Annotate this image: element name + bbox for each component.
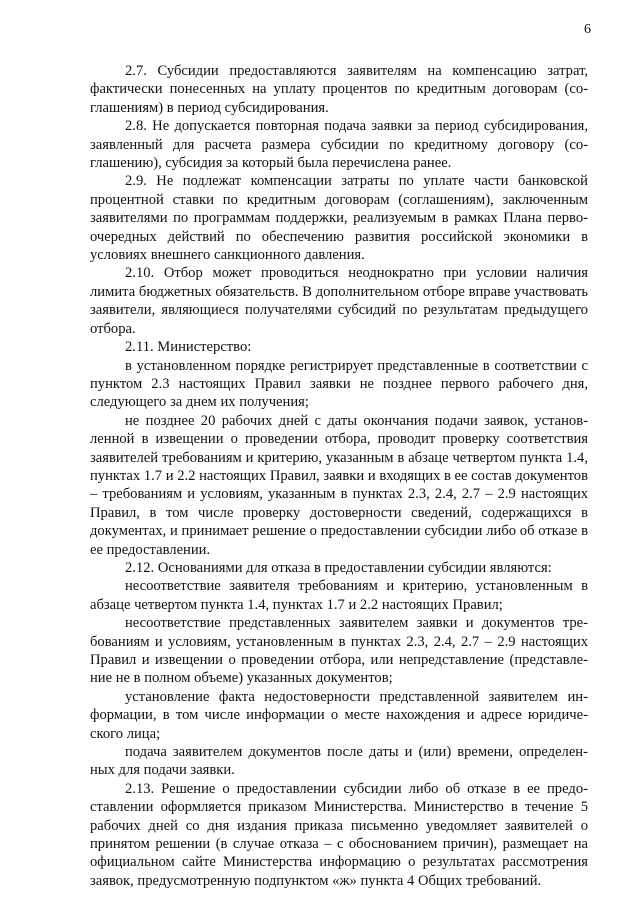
paragraph-2-12-false-information: установление факта недостоверности представленной заявителем информации, в том числе информации о месте нахождения и адресе юридического лица;: [90, 688, 588, 742]
paragraph-2-13: 2.13. Решение о предоставлении субсидии либо об отказе в ее предоставлении оформляется приказом Министерства. Министерство в течение 5 рабочих дней со дня издания приказа письменно уведомляет заявителей о принятом решении (в случае отказа – с обоснованием причин), размещает на официальном сайте Министерства информацию о результатах рассмотрения заявок, предусмотренную подпунктом «ж» пункта 4 Общих требований.: [90, 780, 588, 889]
paragraph-2-12: 2.12. Основаниями для отказа в предоставлении субсидии являются:: [125, 559, 552, 576]
paragraph-2-11-verification: не позднее 20 рабочих дней с даты окончания подачи заявок, установленной в извещении о проведении отбора, проводит проверку соответствия заявителей требованиям и критерию, указанным в абзаце четвертом пункта 1.4, пунктах 1.7 и 2.2 настоящих Правил, заявки и входящих в ее состав документов – требованиям и условиям, указанным в пунктах 2.3, 2.4, 2.7 – 2.9 настоящих Правил, в том числе проверку достоверности сведений, содержащихся в документах, и принимает решение о предоставлении субсидии либо об отказе в ее предоставлении.: [90, 412, 588, 558]
paragraph-2-12-applicant-mismatch: несоответствие заявителя требованиям и критерию, установленным в абзаце четвертом пункта 1.4, пунктах 1.7 и 2.2 настоящих Правил;: [90, 578, 588, 613]
paragraph-2-11: 2.11. Министерство:: [125, 339, 252, 356]
paragraph-2-12-documents-mismatch: несоответствие представленных заявителем заявки и документов требованиям и условиям, установленным в пунктах 2.3, 2.4, 2.7 – 2.9 настоящих Правил и извещении о проведении отбора, или непредставление (представление не в полном объеме) указанных документов;: [90, 615, 588, 687]
paragraph-2-10: 2.10. Отбор может проводиться неоднократно при условии наличия лимита бюджетных обязательств. В дополнительном отборе вправе участвовать заявители, являющиеся получателями субсидий по результатам предыдущего отбора.: [90, 265, 588, 337]
paragraph-2-9: 2.9. Не подлежат компенсации затраты по уплате части банковской процентной ставки по кредитным договорам (соглашениям), заключенным заявителями по программам поддержки, реализуемым в рамках Плана первоочередных действий по обеспечению развития российской экономики в условиях внешнего санкционного давления.: [90, 173, 588, 264]
paragraph-2-7: 2.7. Субсидии предоставляются заявителям на компенсацию затрат, фактически понесенных на уплату процентов по кредитным договорам (соглашениям) в период субсидирования.: [90, 63, 588, 116]
page-number: 6: [584, 22, 591, 37]
paragraph-2-11-registration: в установленном порядке регистрирует представленные в соответствии с пунктом 2.3 настоящих Правил заявки не позднее первого рабочего дня, следующего за днем их получения;: [90, 357, 588, 411]
paragraph-2-12-late-submission: подача заявителем документов после даты и (или) времени, определенных для подачи заявки.: [90, 744, 588, 779]
document-body: [90, 62, 588, 890]
paragraph-2-8: 2.8. Не допускается повторная подача заявки за период субсидирования, заявленный для расчета размера субсидии по кредитному договору (соглашению), субсидия за который была перечислена ранее.: [90, 118, 588, 172]
